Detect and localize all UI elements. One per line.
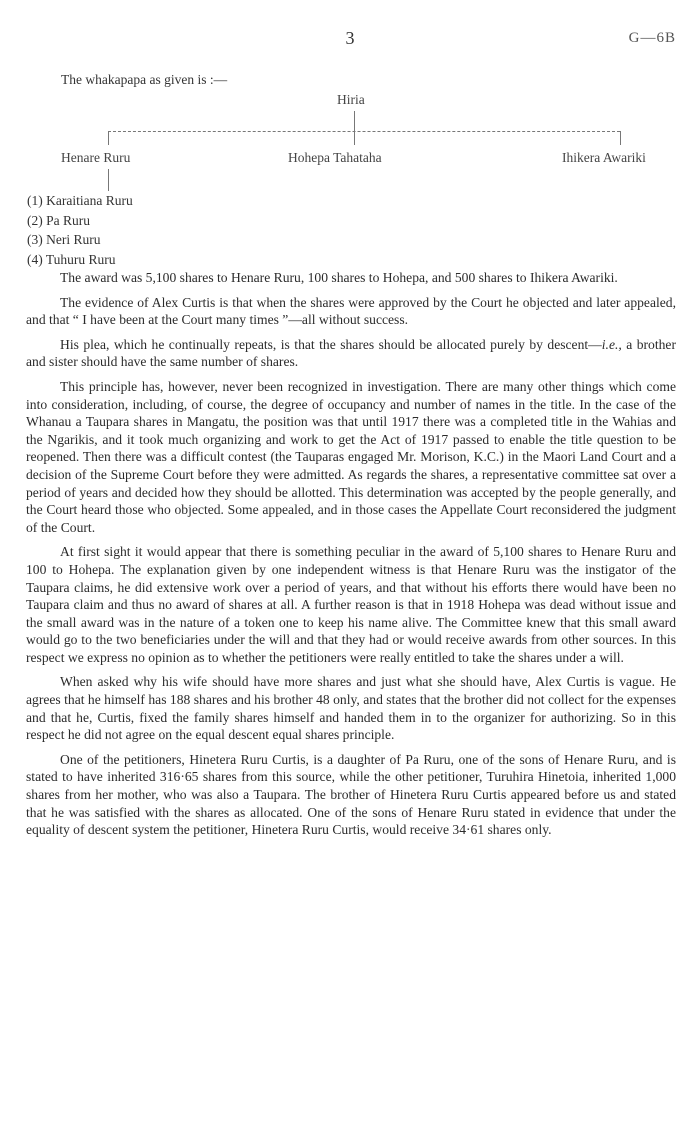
whakapapa-intro: The whakapapa as given is :— bbox=[61, 72, 228, 87]
tree-branch-henare: Henare Ruru bbox=[61, 150, 131, 165]
tree-drop-right bbox=[620, 131, 621, 145]
report-body bbox=[26, 269, 676, 846]
document-reference: G—6B bbox=[628, 30, 676, 46]
plea-text-end: a brother and sister should have the same number of shares. bbox=[26, 336, 676, 370]
tree-root-name: Hiria bbox=[337, 92, 365, 107]
tree-branch-hohepa: Hohepa Tahataha bbox=[288, 150, 382, 165]
paragraph-wife-shares: When asked why his wife should have more shares and just what she should have, Alex Curtis is vague. He agrees that he himself has 188 shares and his brother 48 only, and states that the brother did not collect for the expenses and that he, Curtis, fixed the family shares himself and handed them in to the organizer for authorizing. So in this respect he did not agree on the equal descent equal shares principle. bbox=[26, 674, 676, 743]
list-item: (1) Karaitiana Ruru bbox=[27, 193, 133, 208]
paragraph-award: The award was 5,100 shares to Henare Ruru, 100 shares to Hohepa, and 500 shares to Ihikera Awariki. bbox=[60, 270, 618, 285]
list-item: (3) Neri Ruru bbox=[27, 232, 101, 247]
paragraph-petitioners: One of the petitioners, Hinetera Ruru Curtis, is a daughter of Pa Ruru, one of the sons of Henare Ruru, and is stated to have inherited 316·65 shares from this source, while the other petitioner, Turuhira Hinetoia, inherited 1,000 shares from her mother, who was also a Taupara. The brother of Hinetera Ruru Curtis appeared before us and stated that he was satisfied with the shares as allocated. One of the sons of Henare Ruru stated in evidence that under the equality of descent system the petitioner, Hinetera Ruru Curtis, would receive 34·61 shares only. bbox=[26, 751, 676, 838]
tree-drop-left bbox=[108, 131, 109, 145]
page-number: 3 bbox=[345, 28, 355, 48]
tree-branch-ihikera: Ihikera Awariki bbox=[562, 150, 646, 165]
henare-children-list bbox=[27, 191, 133, 269]
paragraph-plea bbox=[26, 336, 676, 371]
plea-text-start: His plea, which he continually repeats, is that the shares should be allocated purely by descent— bbox=[60, 336, 602, 352]
tree-henare-stem bbox=[108, 169, 109, 191]
tree-drop-middle bbox=[354, 131, 355, 145]
list-item: (4) Tuhuru Ruru bbox=[27, 251, 116, 267]
list-item: (2) Pa Ruru bbox=[27, 212, 90, 228]
paragraph-first-sight: At first sight it would appear that there is something peculiar in the award of 5,100 shares to Henare Ruru and 100 to Hohepa. The explanation given by one independent witness is that Henare Ruru was the instigator of the Taupara claims, he did extensive work over a period of years, and that without his efforts there would have been no Taupara claim and thus no award of shares at all. A further reason is that in 1918 Hohepa was dead without issue and the small award was in the nature of a token one to keep his name alive. The Committee knew that this small award would go to the two beneficiaries under the will and that they had or would receive awards from other sources. In this respect we express no opinion as to whether the petitioners were really entitled to take the shares under a will. bbox=[26, 544, 676, 665]
tree-root-stem bbox=[354, 111, 355, 131]
paragraph-principle: This principle has, however, never been recognized in investigation. There are many other things which come into consideration, including, of course, the degree of occupancy and number of names in the title. In the case of the Whanau a Taupara shares in Mangatu, the position was that until 1917 there was a completed title in the Wahias and the Ngarikis, and it took much organizing and work to get the Act of 1917 passed to enable the title question to be reopened. Then there was a difficult contest (the Tauparas engaged Mr. Morison, K.C.) in the Maori Land Court and a decision of the Supreme Court before they were admitted. As regards the shares, a representative committee sat over a period of years and decided how they should be allotted. This determination was accepted by the people generally, and the Court heard those who objected. Some appealed, and in those cases the Appellate Court reconsidered the judgment of the Court. bbox=[26, 378, 676, 535]
plea-text-italic: i.e., bbox=[601, 336, 622, 352]
tree-branch-line bbox=[108, 131, 620, 132]
paragraph-evidence-curtis: The evidence of Alex Curtis is that when the shares were approved by the Court he objected and later appealed, and that “ I have been at the Court many times ”—all without success. bbox=[26, 294, 676, 328]
